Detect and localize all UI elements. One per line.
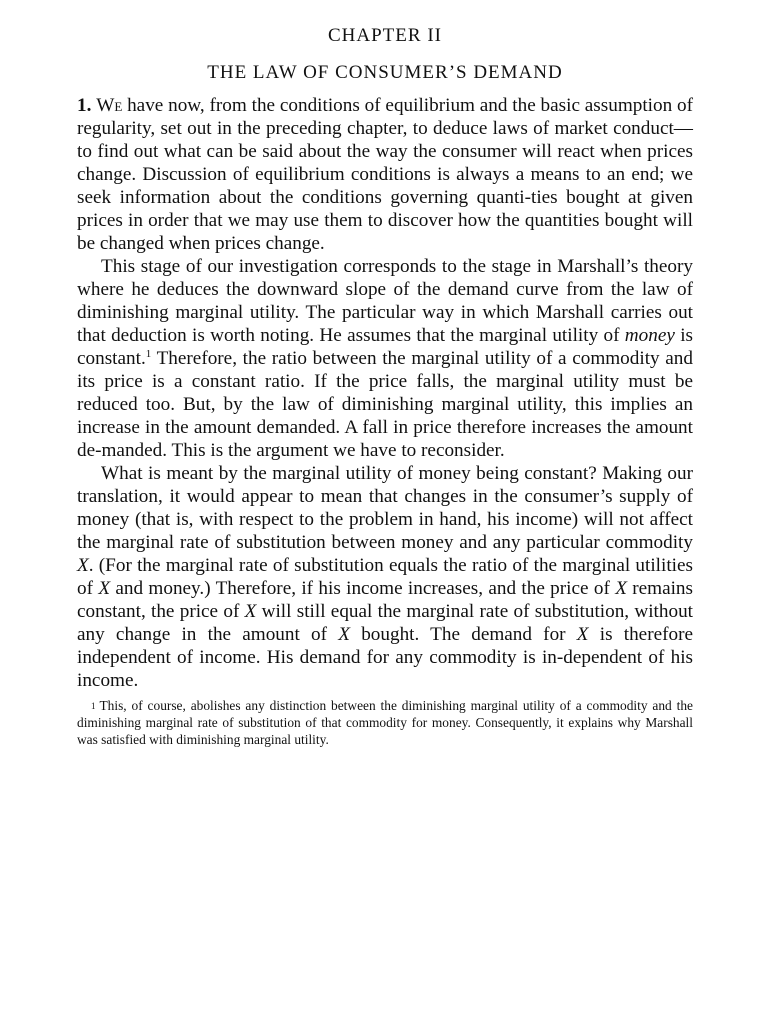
chapter-label: CHAPTER II bbox=[328, 25, 442, 46]
footnote bbox=[77, 697, 693, 748]
paragraph-3-s6: bought. The demand for bbox=[349, 624, 577, 645]
paragraph-2-text-a: This stage of our investigation corresponds to the stage in Marshall’s theory where he deduces the downward slope of the demand curve from the law of diminishing marginal utility. The particular way in which Marshall carries out that deduction is worth noting. He assumes that the marginal utility of bbox=[77, 256, 693, 346]
footnote-reference[interactable]: 1 bbox=[145, 348, 152, 360]
chapter-title: THE LAW OF CONSUMER’S DEMAND bbox=[207, 62, 563, 83]
paragraph-2 bbox=[77, 255, 693, 462]
paragraph-1 bbox=[77, 94, 693, 255]
variable-x: X bbox=[77, 555, 89, 576]
paragraph-1-text: have now, from the conditions of equilibrium and the basic assumption of regularity, set out in the preceding chapter, to deduce laws of market conduct—to find out what can be said about the way the consumer will react when prices change. Discussion of equilibrium conditions is always a means to an end; we seek information about the conditions governing quanti-ties bought at given prices in order that we may use them to discover how the quantities bought will be changed when prices change. bbox=[77, 95, 693, 254]
emphasis-money: money bbox=[624, 325, 675, 346]
paragraph-3-s7: is therefore independent of income. His demand for any commodity is in-dependent of his income. bbox=[77, 624, 693, 691]
variable-x: X bbox=[98, 578, 111, 599]
paragraph-3-s2: . (For the marginal rate of substitution equals the ratio of the marginal utilities of bbox=[77, 555, 693, 599]
paragraph-3-s5: will still equal the marginal rate of substitution, without any change in the amount of bbox=[77, 601, 694, 645]
paragraph-2-text-b: is constant. bbox=[77, 325, 693, 369]
paragraph-2-text-c: Therefore, the ratio between the marginal utility of a commodity and its price is a constant ratio. If the price falls, the marginal utility must be reduced too. But, by the law of diminishing marginal utility, this implies an increase in the amount demanded. A fall in price therefore increases the amount de-manded. This is the argument we have to reconsider. bbox=[77, 348, 693, 461]
paragraph-3-s1: What is meant by the marginal utility of money being constant? Making our translation, it would appear to mean that changes in the consumer’s supply of money (that is, with respect to the problem in hand, his income) will not affect the marginal rate of substitution between money and any particular commodity bbox=[77, 463, 693, 553]
variable-x: X bbox=[338, 624, 350, 645]
lead-word: We bbox=[96, 95, 123, 116]
section-number: 1. bbox=[77, 95, 92, 116]
book-page bbox=[77, 24, 693, 748]
paragraph-3-s4: remains constant, the price of bbox=[77, 578, 693, 622]
variable-x: X bbox=[244, 601, 257, 622]
paragraph-3 bbox=[77, 462, 693, 692]
footnote-mark: 1 bbox=[91, 701, 96, 711]
variable-x: X bbox=[615, 578, 627, 599]
variable-x: X bbox=[576, 624, 589, 645]
paragraph-3-s3: and money.) Therefore, if his income increases, and the price of bbox=[110, 578, 616, 599]
footnote-text: This, of course, abolishes any distinction between the diminishing marginal utility of a commodity and the diminishing marginal rate of substitution of that commodity for money. Consequently, it explains why Marshall was satisfied with diminishing marginal utility. bbox=[77, 698, 693, 747]
